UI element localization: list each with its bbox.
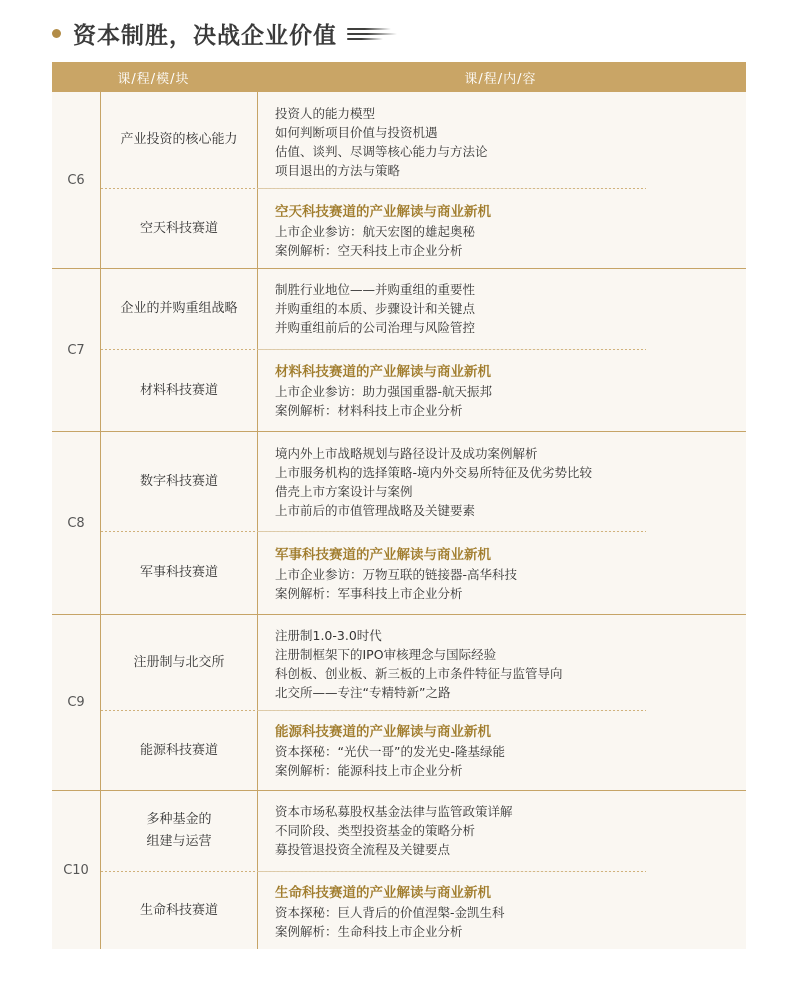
module-content (275, 545, 735, 603)
content-line: 案例解析：材料科技上市企业分析 (275, 403, 463, 418)
content-line: 案例解析：能源科技上市企业分析 (275, 763, 463, 778)
content-line: 并购重组的本质、步骤设计和关键点 (275, 301, 476, 316)
module-name: 数字科技赛道 (139, 473, 218, 489)
module-name: 军事科技赛道 (139, 565, 218, 580)
content-highlight: 生命科技赛道的产业解读与商业新机 (275, 885, 491, 901)
course-code: C7 (67, 342, 85, 358)
module-content (275, 802, 735, 859)
content-line: 估值、谈判、尽调等核心能力与方法论 (275, 144, 488, 159)
course-group-c10 (52, 791, 746, 949)
content-highlight: 军事科技赛道的产业解读与商业新机 (275, 547, 491, 563)
module-name: 能源科技赛道 (139, 742, 218, 758)
module-content (275, 444, 735, 520)
content-highlight: 空天科技赛道的产业解读与商业新机 (275, 204, 491, 220)
module-name: 注册制与北交所 (133, 654, 225, 670)
course-group-c9 (52, 615, 746, 790)
content-line: 借壳上市方案设计与案例 (275, 484, 413, 499)
page-title: 资本制胜，决战企业价值 (73, 22, 337, 49)
module-name: 企业的并购重组战略 (120, 301, 238, 316)
content-line: 上市企业参访：航天宏图的雄起奥秘 (275, 224, 476, 239)
course-group-c7 (52, 269, 746, 431)
content-line: 注册制1.0-3.0时代 (275, 628, 382, 643)
module-content (275, 883, 735, 941)
content-line: 资本市场私募股权基金法律与监管政策详解 (275, 804, 513, 819)
content-line: 上市前后的市值管理战略及关键要素 (275, 503, 476, 518)
module-name: 生命科技赛道 (139, 902, 218, 918)
module-content (275, 626, 735, 702)
content-highlight: 能源科技赛道的产业解读与商业新机 (275, 724, 491, 740)
course-group-c8 (52, 432, 746, 614)
content-line: 上市服务机构的选择策略-境内外交易所特征及优劣势比较 (275, 465, 593, 480)
content-line: 投资人的能力模型 (275, 106, 376, 121)
module-content (275, 280, 735, 337)
content-line: 并购重组前后的公司治理与风险管控 (275, 320, 476, 335)
course-code: C9 (67, 695, 85, 710)
module-name: 多种基金的 组建与运营 (146, 812, 212, 849)
content-line: 北交所——专注“专精特新”之路 (275, 685, 451, 700)
content-highlight: 材料科技赛道的产业解读与商业新机 (275, 364, 491, 380)
content-line: 境内外上市战略规划与路径设计及成功案例解析 (275, 446, 538, 461)
content-line: 资本探秘：巨人背后的价值涅槃-金凯生科 (275, 905, 505, 920)
bullet-dot-icon (52, 29, 61, 38)
course-code: C6 (67, 172, 85, 188)
content-line: 注册制框架下的IPO审核理念与国际经验 (275, 647, 497, 662)
content-line: 不同阶段、类型投资基金的策略分析 (275, 823, 476, 838)
course-table (52, 62, 746, 949)
content-line: 科创板、创业板、新三板的上市条件特征与监管导向 (275, 666, 563, 681)
content-line: 募投管退投资全流程及关键要点 (275, 842, 451, 857)
content-line: 如何判断项目价值与投资机遇 (275, 125, 438, 140)
course-code: C10 (63, 862, 89, 878)
module-content (275, 202, 735, 260)
module-name: 产业投资的核心能力 (120, 132, 238, 147)
module-content (275, 362, 735, 420)
content-line: 项目退出的方法与策略 (275, 163, 401, 178)
header-module: 课/程/模/块 (117, 71, 190, 87)
content-line: 资本探秘：“光伏一哥”的发光史-隆基绿能 (275, 744, 505, 759)
table-header (52, 62, 746, 92)
header-content: 课/程/内/容 (464, 71, 537, 87)
course-code: C8 (67, 515, 85, 531)
title-decoration-lines-icon (347, 26, 397, 40)
module-name: 空天科技赛道 (139, 220, 218, 236)
section-title-bar (52, 12, 397, 54)
content-line: 制胜行业地位——并购重组的重要性 (275, 282, 476, 297)
content-line: 案例解析：空天科技上市企业分析 (275, 243, 463, 258)
content-line: 案例解析：军事科技上市企业分析 (275, 586, 463, 601)
content-line: 案例解析：生命科技上市企业分析 (275, 924, 463, 939)
content-line: 上市企业参访：万物互联的链接器-高华科技 (275, 567, 518, 582)
course-group-c6 (52, 92, 746, 268)
content-line: 上市企业参访：助力强国重器-航天振邦 (275, 384, 493, 399)
module-name: 材料科技赛道 (139, 382, 218, 398)
module-content (275, 104, 735, 180)
module-content (275, 722, 735, 780)
